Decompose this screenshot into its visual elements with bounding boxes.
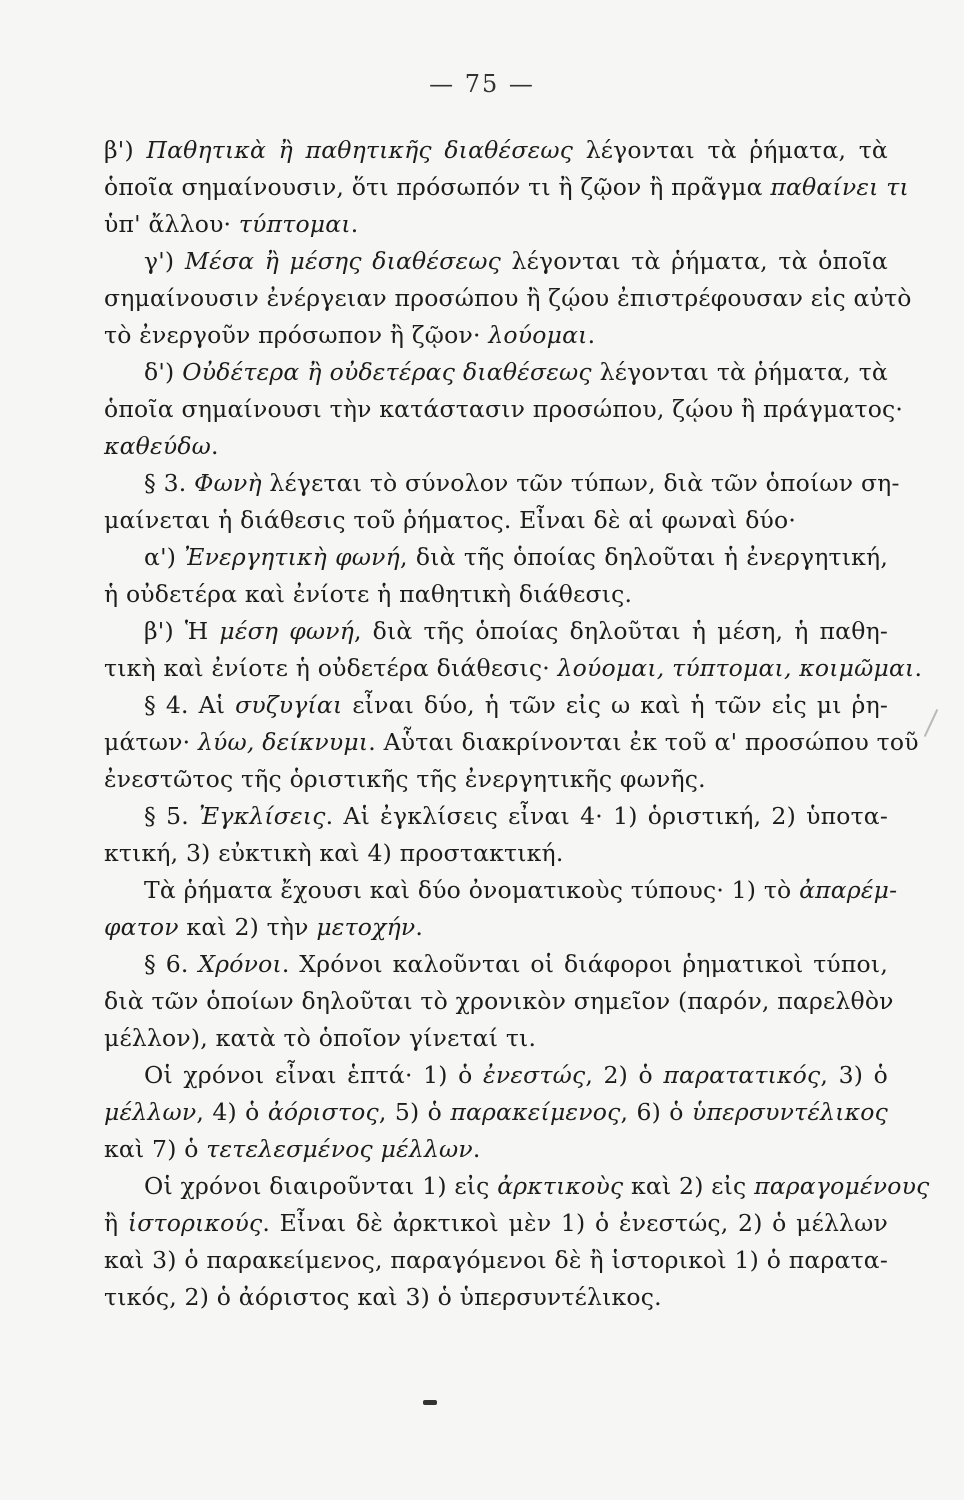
text-line [104,1094,888,1131]
italic-term: παρακείμενος [450,1098,621,1126]
text-line [104,835,888,872]
text-run: ἢ [104,1209,128,1237]
text-line [104,687,888,724]
text-run: . [472,1135,481,1163]
text-run: . Αἱ ἐγκλίσεις εἶναι 4· 1) ὁριστική, 2) ὑποτα- [325,802,888,830]
text-line [104,465,900,502]
italic-term: ἀρκτικοὺς [497,1172,624,1200]
text-run: λέγεται τὸ σύνολον τῶν τύπων, διὰ τῶν ὁποίων ση- [261,469,900,497]
text-run: μέλλον), κατὰ τὸ ὁποῖον γίνεταί τι. [104,1024,537,1052]
text-run: ὁποῖα σημαίνουσιν, ὅτι πρόσωπόν τι ἢ ζῷον ἢ πρᾶγμα [104,173,771,201]
text-run: . Εἶναι δὲ ἀρκτικοὶ μὲν 1) ὁ ἐνεστώς, 2) ὁ μέλλων [262,1209,889,1237]
italic-term: ὑπερσυντέλικος [691,1098,888,1126]
text-run: καὶ 7) ὁ [104,1135,207,1163]
italic-term: τύπτομαι [238,210,351,238]
text-run: § 3. [144,469,195,497]
text-run: . [415,913,424,941]
text-run: μαίνεται ἡ διάθεσις τοῦ ῥήματος. Εἶναι δὲ αἱ φωναὶ δύο· [104,506,797,534]
italic-term: παθαίνει τι [770,173,909,201]
text-run: § 4. Αἱ [144,691,236,719]
text-line [104,761,888,798]
italic-term: Ἐγκλίσεις [199,802,326,830]
text-line [104,798,888,835]
text-line [104,539,888,576]
text-run: ὑπ' ἄλλου· [104,210,239,238]
text-run: διὰ τῶν ὁποίων δηλοῦται τὸ χρονικὸν σημεῖον (παρόν, παρελθὸν [104,987,894,1015]
text-line [104,243,888,280]
text-run: τικὴ καὶ ἐνίοτε ἡ οὐδετέρα διάθεσις· [104,654,558,682]
text-run: καὶ 2) εἰς [623,1172,755,1200]
italic-term: συζυγίαι [235,691,343,719]
text-run: . Αὗται διακρίνονται ἐκ τοῦ α' προσώπου τοῦ [368,728,919,756]
text-line [104,169,909,206]
text-line [104,132,888,169]
text-run: , διὰ τῆς ὁποίας δηλοῦται ἡ ἐνεργητική, [399,543,888,571]
text-run: , 2) ὁ [585,1061,664,1089]
text-line [104,872,898,909]
italic-term: φατον [104,913,179,941]
text-line [104,502,888,539]
text-run: . [587,321,596,349]
italic-term: ἀπαρέμ- [799,876,898,904]
italic-term: μέλλων [104,1098,197,1126]
italic-term: Παθητικὰ ἢ παθητικῆς διαθέσεως [146,136,574,164]
text-line [104,1242,888,1279]
italic-term: καθεύδω [104,432,212,460]
text-run: , 4) ὁ [196,1098,268,1126]
text-line [104,354,888,391]
text-run: , 3) ὁ [820,1061,888,1089]
text-line [104,983,894,1020]
text-run: β') Ἡ [144,617,220,645]
text-run: δ') [144,358,183,386]
text-line [104,613,888,650]
text-line [104,1131,888,1168]
text-line [104,1020,888,1057]
text-run: . [211,432,219,460]
text-run: , διὰ τῆς ὁποίας δηλοῦται ἡ μέση, ἡ παθη- [353,617,888,645]
text-run: τικός, 2) ὁ ἀόριστος καὶ 3) ὁ ὑπερσυντέλικος. [104,1283,662,1311]
text-run: μάτων· [104,728,198,756]
italic-term: ἱστορικούς [127,1209,263,1237]
text-run: α') [144,543,185,571]
text-run: § 6. [144,950,199,978]
text-run: . [350,210,359,238]
text-run: . [914,654,923,682]
italic-term: τετελεσμένος μέλλων [206,1135,473,1163]
text-line [104,317,888,354]
italic-term: μετοχήν [316,913,416,941]
text-line [104,1057,888,1094]
italic-term: ἐνεστώς [483,1061,586,1089]
text-run: ἡ οὐδετέρα καὶ ἐνίοτε ἡ παθητικὴ διάθεσις. [104,580,633,608]
text-run: , 5) ὁ [378,1098,451,1126]
text-line [104,946,888,983]
text-run: Οἱ χρόνοι διαιροῦνται 1) εἰς [144,1172,498,1200]
italic-term: λούομαι [488,321,588,349]
text-line [104,206,888,243]
text-run: Τὰ ῥήματα ἔχουσι καὶ δύο ὀνοματικοὺς τύπους· 1) τὸ [144,876,800,904]
page-number: — 75 — [429,70,535,98]
text-run: , 6) ὁ [620,1098,692,1126]
text-line [104,1279,888,1316]
text-run: λέγονται τὰ ῥήματα, τὰ ὁποῖα [501,247,889,275]
text-run: σημαίνουσιν ἐνέργειαν προσώπου ἢ ζῴου ἐπιστρέφουσαν εἰς αὐτὸ [104,284,912,312]
italic-term: παραγομένους [754,1172,930,1200]
text-line [104,909,888,946]
page-text [104,132,930,1316]
italic-term: Χρόνοι [198,950,282,978]
page-end-mark [423,1400,437,1405]
italic-term: λύω, δείκνυμι [197,728,369,756]
text-line [104,1205,888,1242]
italic-term: Οὐδέτερα ἢ οὐδετέρας διαθέσεως [182,358,592,386]
text-run: καὶ 3) ὁ παρακείμενος, παραγόμενοι δὲ ἢ ἱστορικοὶ 1) ὁ παρατα- [104,1246,888,1274]
text-line [104,1168,930,1205]
italic-term: λούομαι, τύπτομαι, κοιμῶμαι [557,654,915,682]
text-run: ὁποῖα σημαίνουσι τὴν κατάστασιν προσώπου, ζῴου ἢ πράγματος· [104,395,904,423]
text-run: λέγονται τὰ ῥήματα, τὰ [573,136,889,164]
italic-term: Ἐνεργητικὴ φωνή [184,543,400,571]
text-run: καὶ 2) τὴν [178,913,317,941]
text-run: λέγονται τὰ ῥήματα, τὰ [591,358,888,386]
text-line [104,280,912,317]
text-run: § 5. [144,802,200,830]
text-line [104,724,919,761]
text-run: . Χρόνοι καλοῦνται οἱ διάφοροι ῥηματικοὶ τύποι, [281,950,888,978]
text-line [104,428,888,465]
text-run: εἶναι δύο, ἡ τῶν εἰς ω καὶ ἡ τῶν εἰς μι ῥη- [342,691,888,719]
text-run: ἐνεστῶτος τῆς ὁριστικῆς τῆς ἐνεργητικῆς φωνῆς. [104,765,706,793]
text-line [104,650,923,687]
text-run: β') [104,136,147,164]
margin-pencil-mark [924,709,938,737]
italic-term: μέση φωνή [219,617,354,645]
text-run: γ') [144,247,185,275]
text-run: τὸ ἐνεργοῦν πρόσωπον ἢ ζῷον· [104,321,489,349]
text-line [104,576,888,613]
text-run: Οἱ χρόνοι εἶναι ἑπτά· 1) ὁ [144,1061,484,1089]
text-line [104,391,904,428]
italic-term: παρατατικός [663,1061,821,1089]
italic-term: ἀόριστος [267,1098,379,1126]
text-run: κτική, 3) εὐκτικὴ καὶ 4) προστακτική. [104,839,564,867]
italic-term: Φωνὴ [194,469,262,497]
italic-term: Μέσα ἢ μέσης διαθέσεως [184,247,501,275]
